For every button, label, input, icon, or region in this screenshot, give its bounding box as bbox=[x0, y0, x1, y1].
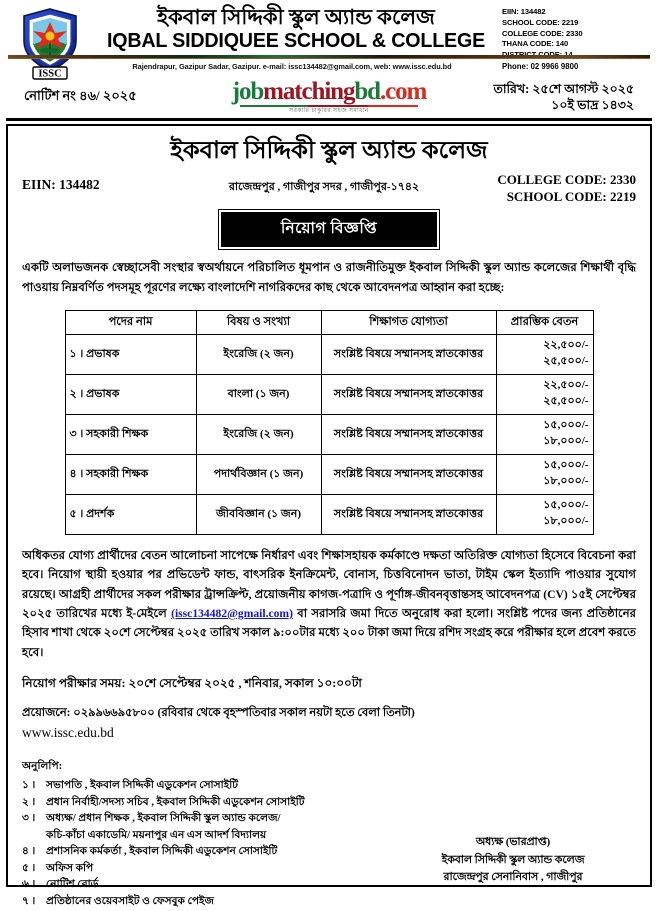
code-school: SCHOOL CODE: 2219 bbox=[502, 17, 579, 27]
salary-max: ২৫,৫০০/- bbox=[543, 355, 589, 368]
notice-number: নোটিশ নং ৪৬/ ২০২৫ bbox=[24, 87, 137, 103]
list-item-label: নোটিশ বোর্ড bbox=[46, 879, 99, 891]
school-code: SCHOOL CODE: 2219 bbox=[506, 189, 636, 205]
brand-part-matching: matching bbox=[263, 78, 355, 106]
institution-meta bbox=[22, 171, 636, 206]
letterhead-divider-thin bbox=[8, 58, 650, 59]
brand-part-com: .com bbox=[379, 78, 427, 106]
header-subject-count: বিষয় ও সংখ্যা bbox=[196, 310, 321, 334]
header-post-name: পদের নাম bbox=[65, 310, 196, 334]
conditions-text: অধিকতর যোগ্য প্রার্থীদের বেতন আলোচনা সাপেক্ষে নির্ধারণ এবং শিক্ষাসহায়ক কর্মকাণ্ডে দক্ষতা অতিরিক্ত যোগ্যতা হিসেবে বিবেচনা করা হবে। নিয়োগ স্থায়ী হওয়ার পর প্রভিডেন্ট ফান্ড, বাৎসরিক ইনক্রিমেন্ট, বোনাস, চিত্তবিনোদন ভাতা, টাইম স্কেল ইত্যাদি পাওয়ার সুযোগ রয়েছে। আগ্রহী প্রার্থীদের সকল পরীক্ষার ট্রান্সক্রিপ্ট, প্রয়োজনীয় কাগজ-পত্রাদি ও পূর্ণাঙ্গ-জীবনবৃত্তান্তসহ আবেদনপত্র (CV) ১৫ই সেপ্টেম্বর ২০২৫ তারিখের মধ্যে ই-মেইলে bbox=[22, 548, 636, 620]
table-row bbox=[65, 454, 593, 494]
conditions-text-cont: বা সরাসরি জমা দিতে অনুরোধ করা হলো। সংশ্লিষ্ট পদের জন্য প্রতিষ্ঠানের হিসাব শাখা থেকে ২০শে সেপ্টেম্বর ২০২৫ তারিখ সকাল ৯:০০টার মধ্যে ২০০ টাকা জমা দিয়ে রশিদ সংগ্রহ করে পরীক্ষার হলে প্রবেশ করতে হবে। bbox=[22, 606, 637, 659]
salary-min: ২২,৫০০/- bbox=[543, 379, 589, 392]
brand-part-job: job bbox=[231, 78, 264, 106]
list-item-number: ৩ । bbox=[22, 813, 36, 825]
list-item bbox=[22, 877, 390, 894]
code-eiin: EIIN: 134482 bbox=[502, 7, 546, 16]
cell-qualification: সংশ্লিষ্ট বিষয়ে সম্মানসহ স্নাতকোত্তর bbox=[321, 494, 496, 534]
salary-min: ১৫,০০০/- bbox=[543, 459, 589, 472]
jobmatchingbd-watermark bbox=[204, 79, 454, 114]
brand-tagline: সরকারি চাকুরির সহজ সমাধান bbox=[289, 107, 369, 115]
cell-subject: ইংরেজি (২ জন) bbox=[196, 414, 321, 454]
list-item-label: অফিস কপি bbox=[46, 862, 94, 874]
cell-post: ২ । প্রভাষক bbox=[65, 374, 196, 414]
signatory-institution: ইকবাল সিদ্দিকী স্কুল অ্যান্ড কলেজ bbox=[441, 853, 585, 866]
cell-qualification: সংশ্লিষ্ট বিষয়ে সম্মানসহ স্নাতকোত্তর bbox=[321, 454, 496, 494]
header-qualification: শিক্ষাগত যোগ্যতা bbox=[321, 310, 496, 334]
cell-qualification: সংশ্লিষ্ট বিষয়ে সম্মানসহ স্নাতকোত্তর bbox=[321, 374, 496, 414]
table-row bbox=[65, 334, 593, 374]
cell-salary bbox=[496, 414, 593, 454]
exam-schedule: নিয়োগ পরীক্ষার সময়: ২০শে সেপ্টেম্বর ২০২৫ , শনিবার, সকাল ১০:০০টা bbox=[22, 676, 362, 691]
logo-banner-text: ISSC bbox=[38, 68, 62, 80]
list-item-number: ৭ । bbox=[22, 895, 36, 907]
list-item bbox=[22, 778, 390, 795]
cell-salary bbox=[496, 334, 593, 374]
list-item bbox=[22, 861, 390, 878]
salary-min: ১৫,০০০/- bbox=[543, 499, 589, 512]
list-item bbox=[22, 894, 390, 911]
signatory-address: রাজেন্দ্রপুর সেনানিবাস , গাজীপুর bbox=[443, 870, 583, 883]
institution-codes bbox=[498, 4, 650, 61]
copy-to-list bbox=[22, 778, 390, 910]
list-item-number: ৬ । bbox=[22, 879, 36, 891]
list-item-label: অধ্যক্ষ/ প্রধান শিক্ষক , ইকবাল সিদ্দিকী স্কুল অ্যান্ড কলেজ/ bbox=[46, 813, 281, 825]
notice-type-badge: নিয়োগ বিজ্ঞপ্তি bbox=[221, 212, 437, 247]
school-name-bengali: ইকবাল সিদ্দিকী স্কুল অ্যান্ড কলেজ bbox=[157, 5, 435, 29]
list-item-number: ৪ । bbox=[22, 846, 36, 858]
letterhead bbox=[0, 0, 658, 80]
list-item-label: সভাপতি , ইকবাল সিদ্দিকী এডুকেশন সোসাইটি bbox=[46, 780, 239, 792]
letterhead-phone: Phone: 02 9966 9800 bbox=[502, 62, 579, 71]
contact-info: প্রয়োজনে: ০২৯৯৬৬৯৫৮০০ (রবিবার থেকে বৃহস্পতিবার সকাল নয়টা হতে বেলা তিনটা) bbox=[22, 707, 415, 720]
email-link[interactable]: (issc134482@gmail.com) bbox=[171, 606, 293, 620]
salary-max: ১৮,০০০/- bbox=[543, 475, 589, 488]
code-block bbox=[476, 171, 636, 206]
list-item bbox=[22, 844, 390, 861]
notice-bar bbox=[0, 76, 658, 118]
salary-max: ১৮,০০০/- bbox=[543, 435, 589, 448]
notice-date-gregorian: তারিখ: ২৫শে আগস্ট ২০২৫ bbox=[493, 81, 634, 96]
cell-post: ৫ । প্রদর্শক bbox=[65, 494, 196, 534]
copy-to-heading: অনুলিপি: bbox=[22, 761, 63, 773]
notice-body bbox=[6, 124, 652, 907]
header-bottom-rule bbox=[6, 118, 652, 121]
cell-salary bbox=[496, 374, 593, 414]
website-url[interactable]: www.issc.edu.bd bbox=[22, 725, 114, 741]
cell-subject: ইংরেজি (২ জন) bbox=[196, 334, 321, 374]
cell-salary bbox=[496, 454, 593, 494]
intro-paragraph: একটি অলাভজনক স্বেচ্ছাসেবী সংস্থার স্বঅর্থায়নে পরিচালিত ধূমপান ও রাজনীতিমুক্ত ইকবাল সিদ্দিকী স্কুল অ্যান্ড কলেজের শিক্ষার্থী বৃদ্ধি পাওয়ায় নিম্নবর্ণিত পদসমূহ পূরণের লক্ষ্যে বাংলাদেশি নাগরিকদের কাছ থেকে আবেদনপত্র আহ্বান করা হচ্ছে: bbox=[22, 260, 636, 294]
cell-subject: পদার্থবিজ্ঞান (১ জন) bbox=[196, 454, 321, 494]
cell-post: ৪ । সহকারী শিক্ষক bbox=[65, 454, 196, 494]
cell-qualification: সংশ্লিষ্ট বিষয়ে সম্মানসহ স্নাতকোত্তর bbox=[321, 334, 496, 374]
salary-min: ২২,৫০০/- bbox=[543, 339, 589, 352]
salary-min: ১৫,০০০/- bbox=[543, 419, 589, 432]
list-item bbox=[22, 795, 390, 812]
school-name-english: IQBAL SIDDIQUEE SCHOOL & COLLEGE bbox=[106, 28, 486, 52]
list-item-number: ২ । bbox=[22, 796, 36, 808]
header-salary: প্রারম্ভিক বেতন bbox=[496, 310, 593, 334]
college-code: COLLEGE CODE: 2330 bbox=[497, 171, 636, 187]
table-header-row bbox=[65, 310, 593, 334]
list-item-label: প্রশাসনিক কর্মকর্তা , ইকবাল সিদ্দিকী এডুকেশন সোসাইটি bbox=[46, 846, 278, 858]
list-item-label: প্রধান নির্বাহী/সদস্য সচিব , ইকবাল সিদ্দিকী এডুকেশন সোসাইটি bbox=[46, 796, 305, 808]
page-title: ইকবাল সিদ্দিকী স্কুল অ্যান্ড কলেজ bbox=[170, 138, 488, 164]
table-row bbox=[65, 414, 593, 454]
eiin-value: EIIN: 134482 bbox=[22, 176, 100, 192]
notice-date-bengali: ১০ই ভাদ্র ১৪৩২ bbox=[551, 98, 634, 112]
conditions-paragraph bbox=[22, 546, 636, 663]
list-item-number: ১ । bbox=[22, 780, 36, 792]
code-college: COLLEGE CODE: 2330 bbox=[502, 28, 583, 38]
notice-date-block bbox=[454, 81, 644, 114]
cell-salary bbox=[496, 494, 593, 534]
salary-max: ২৫,৫০০/- bbox=[543, 395, 589, 408]
cell-post: ৩ । সহকারী শিক্ষক bbox=[65, 414, 196, 454]
cell-subject: বাংলা (১ জন) bbox=[196, 374, 321, 414]
cell-subject: জীববিজ্ঞান (১ জন) bbox=[196, 494, 321, 534]
signature-block bbox=[390, 778, 636, 886]
list-item-label: প্রতিষ্ঠানের ওয়েবসাইট ও ফেসবুক পেইজ bbox=[46, 895, 215, 907]
list-item-sublabel: কচি-কাঁচা একাডেমি/ ময়নাপুর এন এস আদর্শ বিদ্যালয় bbox=[46, 829, 267, 841]
list-item-number: ৫ । bbox=[22, 862, 36, 874]
code-thana: THANA CODE: 140 bbox=[502, 39, 569, 49]
brand-part-bd: bd bbox=[354, 78, 380, 106]
list-item bbox=[22, 811, 390, 828]
cell-post: ১ । প্রভাষক bbox=[65, 334, 196, 374]
salary-max: ১৮,০০০/- bbox=[543, 515, 589, 528]
vacancy-table bbox=[65, 310, 594, 535]
signatory-designation: অধ্যক্ষ (ভারপ্রাপ্ত) bbox=[475, 836, 551, 849]
cell-qualification: সংশ্লিষ্ট বিষয়ে সম্মানসহ স্নাতকোত্তর bbox=[321, 414, 496, 454]
institution-address: রাজেন্দ্রপুর , গাজীপুর সদর , গাজীপুর-১৭৪২ bbox=[228, 180, 420, 193]
table-row bbox=[65, 494, 593, 534]
table-row bbox=[65, 374, 593, 414]
letterhead-address: Rajendrapur, Gazipur Sadar, Gazipur. e-mail: issc134482@gmail.com, web: www.issc.edu.bd bbox=[132, 62, 452, 71]
